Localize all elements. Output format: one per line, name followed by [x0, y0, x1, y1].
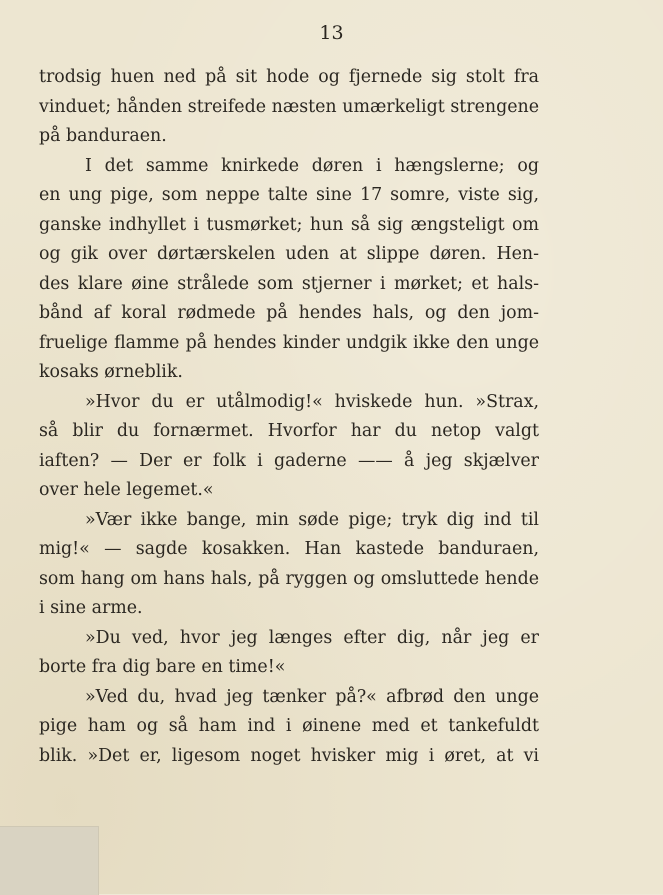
text-line: bånd af koral rødmede på hendes hals, og den jom-	[39, 303, 539, 323]
text-line: kosaks ørneblik.	[39, 362, 183, 382]
text-line: ganske indhyllet i tusmørket; hun så sig ængsteligt om	[39, 214, 539, 235]
text-line: des klare øine strålede som stjerner i mørket; et hals-	[39, 273, 539, 294]
text-line: i sine arme.	[39, 598, 143, 618]
text-line: borte fra dig bare en time!«	[39, 657, 286, 677]
text-line: iaften? — Der er folk i gaderne —— å jeg skjælver	[39, 450, 539, 471]
text-line: fruelige flamme på hendes kinder undgik ikke den unge	[39, 332, 539, 353]
text-line: trodsig huen ned på sit hode og fjernede sig stolt fra	[39, 67, 539, 87]
text-line: vinduet; hånden streifede næsten umærkeligt strengene	[39, 96, 539, 117]
text-line: I det samme knirkede døren i hængslerne; og	[85, 155, 539, 176]
text-line: mig!« — sagde kosakken. Han kastede banduraen,	[39, 539, 539, 559]
text-line: blik. »Det er, ligesom noget hvisker mig i øret, at vi	[39, 745, 539, 766]
text-line: på banduraen.	[39, 126, 167, 146]
text-line: over hele legemet.«	[39, 480, 214, 500]
text-line: så blir du fornærmet. Hvorfor har du netop valgt	[39, 421, 539, 441]
text-line: pige ham og så ham ind i øinene med et tankefuldt	[39, 716, 539, 736]
text-line: »Ved du, hvad jeg tænker på?« afbrød den unge	[85, 686, 539, 707]
text-line: »Vær ikke bange, min søde pige; tryk dig ind til	[85, 509, 539, 530]
paper-stain	[0, 826, 99, 895]
body-text	[39, 63, 539, 771]
text-line: »Du ved, hvor jeg længes efter dig, når jeg er	[85, 627, 539, 648]
text-line: som hang om hans hals, på ryggen og omsluttede hende	[39, 568, 539, 589]
page-number: 13	[319, 22, 344, 44]
text-line: »Hvor du er utålmodig!« hviskede hun. »Strax,	[85, 391, 539, 412]
text-line: en ung pige, som neppe talte sine 17 somre, viste sig,	[39, 185, 539, 205]
text-line: og gik over dørtærskelen uden at slippe døren. Hen-	[39, 244, 539, 264]
